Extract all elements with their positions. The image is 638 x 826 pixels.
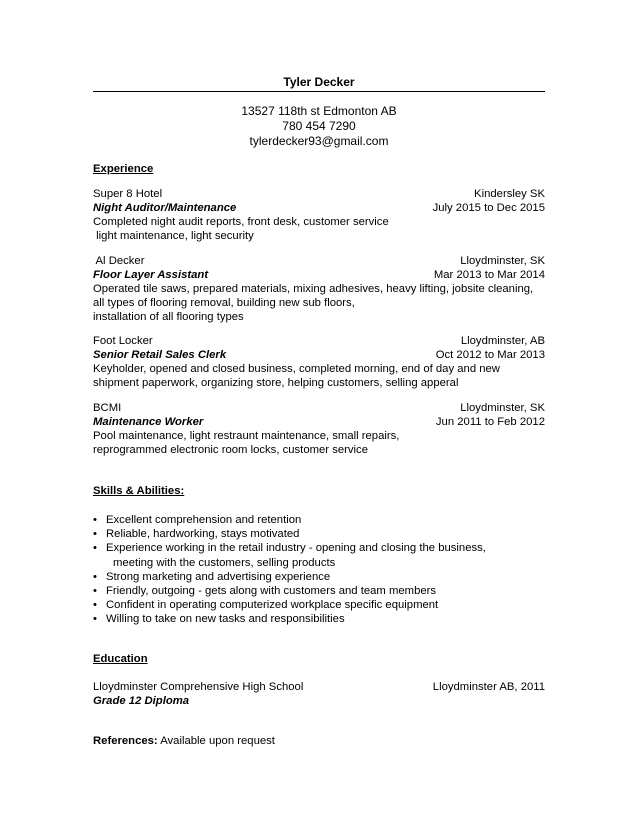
bullet-icon: •	[93, 613, 97, 626]
job-location: Lloydminster, SK	[460, 402, 545, 414]
bullet-icon: •	[93, 585, 97, 598]
contact-block	[93, 104, 545, 149]
bullet-icon: •	[93, 528, 97, 541]
job-title: Maintenance Worker	[93, 416, 204, 428]
job-employer: Super 8 Hotel	[93, 188, 163, 200]
education-entry	[93, 680, 545, 708]
skill-item: • Confident in operating computerized workplace specific equipment	[93, 599, 439, 612]
phone-text: 780 454 7290	[282, 119, 356, 133]
job-dates: Jun 2011 to Feb 2012	[435, 416, 545, 428]
job-description-line: Pool maintenance, light restraunt maintenance, small repairs,	[93, 430, 400, 442]
email-text: tylerdecker93@gmail.com	[249, 134, 389, 148]
skills-list	[93, 513, 545, 627]
school-name: Lloydminster Comprehensive High School	[93, 681, 304, 693]
skills-heading: Skills & Abilities:	[93, 485, 185, 497]
job-employer: Al Decker	[93, 255, 145, 267]
job-description-line: Keyholder, opened and closed business, completed morning, end of day and new	[93, 363, 500, 375]
resume-page	[93, 0, 545, 826]
skill-item: • Friendly, outgoing - gets along with customers and team members	[93, 585, 437, 598]
candidate-name: Tyler Decker	[283, 75, 355, 89]
credential: Grade 12 Diploma	[93, 695, 190, 707]
skill-item: • Experience working in the retail industry - opening and closing the business,	[93, 542, 486, 555]
job-title: Senior Retail Sales Clerk	[93, 349, 227, 361]
job-description-line: light maintenance, light security	[93, 230, 254, 242]
job-title: Floor Layer Assistant	[93, 269, 209, 281]
skill-item: • Excellent comprehension and retention	[93, 514, 302, 526]
job-dates: July 2015 to Dec 2015	[432, 202, 545, 214]
skill-item-continuation: meeting with the customers, selling products	[113, 556, 336, 569]
header-divider	[93, 91, 545, 92]
bullet-icon: •	[93, 514, 97, 526]
references-line	[93, 735, 275, 747]
job-description-line: Operated tile saws, prepared materials, mixing adhesives, heavy lifting, jobsite cleaning,	[93, 283, 534, 295]
job-description-line: all types of flooring removal, building new sub floors,	[93, 297, 355, 309]
job-title: Night Auditor/Maintenance	[93, 202, 237, 214]
skill-item: • Reliable, hardworking, stays motivated	[93, 528, 300, 541]
job-location: Lloydminster, SK	[460, 255, 545, 267]
education-heading: Education	[93, 653, 148, 665]
job-entry	[93, 401, 545, 457]
school-location: Lloydminster AB, 2011	[432, 681, 545, 693]
job-entry	[93, 254, 545, 324]
job-description-line: installation of all flooring types	[93, 311, 244, 323]
bullet-icon: •	[93, 570, 97, 583]
job-dates: Oct 2012 to Mar 2013	[435, 349, 545, 361]
address-text: 13527 118th st Edmonton AB	[241, 104, 397, 118]
job-entry	[93, 187, 545, 243]
bullet-icon: •	[93, 599, 97, 612]
references-value: Available upon request	[160, 735, 275, 747]
job-description-line: reprogrammed electronic room locks, customer service	[93, 444, 368, 456]
job-location: Lloydminster, AB	[460, 335, 545, 347]
job-entry	[93, 334, 545, 390]
job-description-line: Completed night audit reports, front desk, customer service	[93, 216, 389, 228]
bullet-icon: •	[93, 542, 97, 555]
job-description-line: shipment paperwork, organizing store, helping customers, selling apperal	[93, 377, 459, 389]
job-dates: Mar 2013 to Mar 2014	[433, 269, 545, 281]
job-employer: Foot Locker	[93, 335, 153, 347]
job-location: Kindersley SK	[474, 188, 545, 200]
references-label: References:	[93, 735, 158, 747]
job-employer: BCMI	[93, 402, 122, 414]
skill-item: • Willing to take on new tasks and responsibilities	[93, 613, 345, 626]
experience-heading: Experience	[93, 163, 154, 175]
skill-item: • Strong marketing and advertising experience	[93, 570, 331, 583]
